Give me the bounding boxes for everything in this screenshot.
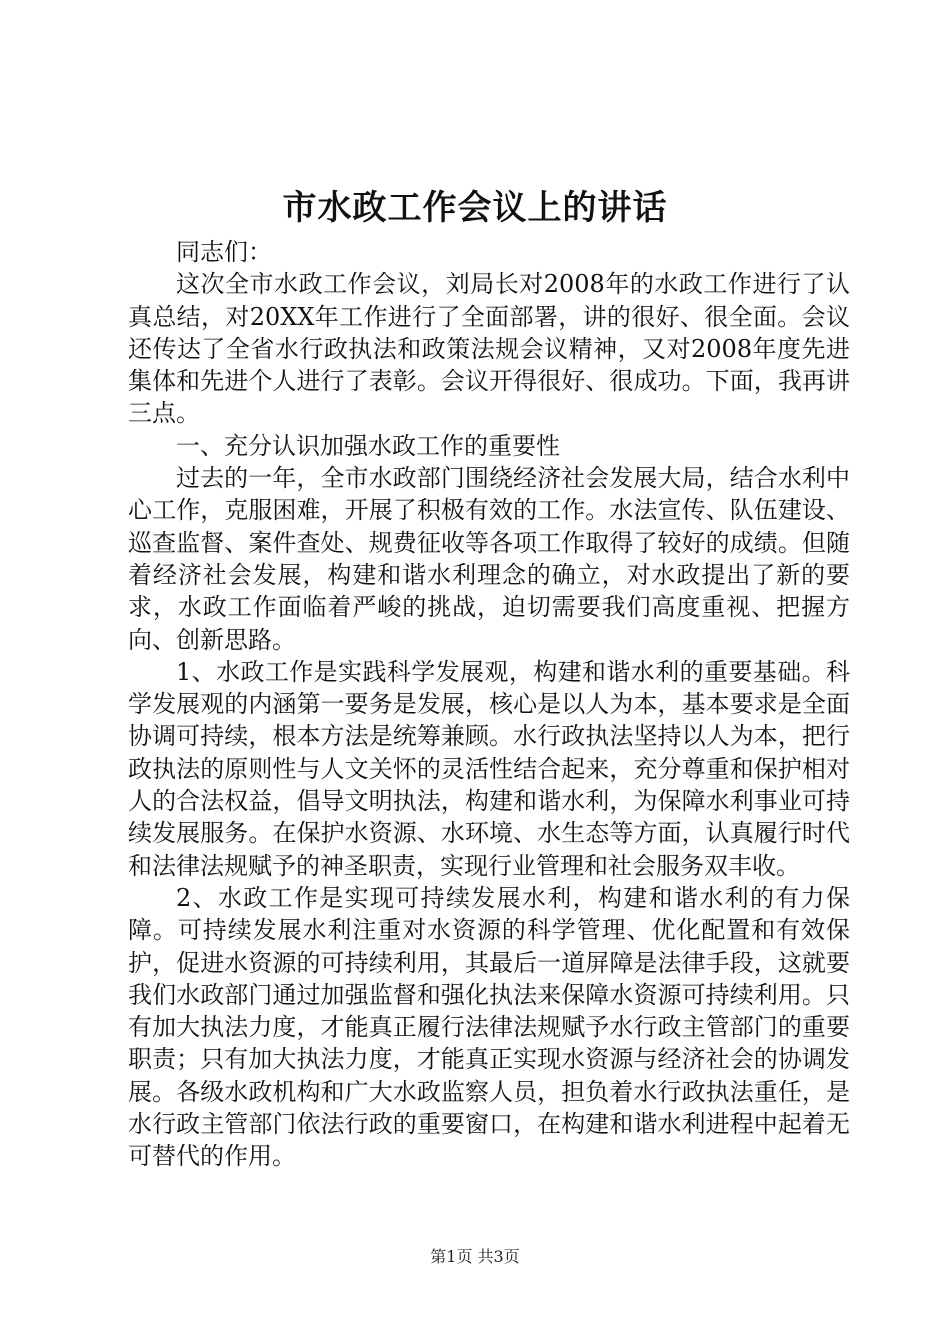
document-body [128, 236, 850, 1173]
body-paragraph: 2、水政工作是实现可持续发展水利，构建和谐水利的有力保障。可持续发展水利注重对水资源的科学管理、优化配置和有效保护，促进水资源的可持续利用，其最后一道屏障是法律手段，这就要我们水政部门通过加强监督和强化执法来保障水资源可持续利用。只有加大执法力度，才能真正履行法律法规赋予水行政主管部门的重要职责；只有加大执法力度，才能真正实现水资源与经济社会的协调发展。各级水政机构和广大水政监察人员，担负着水行政执法重任，是水行政主管部门依法行政的重要窗口，在构建和谐水利进程中起着无可替代的作用。 [128, 883, 850, 1171]
document-title: 市水政工作会议上的讲话 [282, 188, 668, 228]
section-heading: 一、充分认识加强水政工作的重要性 [176, 431, 560, 460]
body-paragraph: 过去的一年，全市水政部门围绕经济社会发展大局，结合水利中心工作，克服困难，开展了积极有效的工作。水法宣传、队伍建设、巡查监督、案件查处、规费征收等各项工作取得了较好的成绩。但随着经济社会发展，构建和谐水利理念的确立，对水政提出了新的要求，水政工作面临着严峻的挑战，迫切需要我们高度重视、把握方向、创新思路。 [128, 464, 850, 654]
page-number-footer: 第1页 共3页 [430, 1247, 520, 1266]
salutation-paragraph: 同志们： [176, 238, 272, 266]
body-paragraph: 1、水政工作是实践科学发展观，构建和谐水利的重要基础。科学发展观的内涵第一要务是发展，核心是以人为本，基本要求是全面协调可持续，根本方法是统筹兼顾。水行政执法坚持以人为本，把行政执法的原则性与人文关怀的灵活性结合起来，充分尊重和保护相对人的合法权益，倡导文明执法，构建和谐水利，为保障水利事业可持续发展服务。在保护水资源、水环境、水生态等方面，认真履行时代和法律法规赋予的神圣职责，实现行业管理和社会服务双丰收。 [128, 657, 850, 880]
body-paragraph: 这次全市水政工作会议，刘局长对2008年的水政工作进行了认真总结，对20XX年工作进行了全面部署，讲的很好、很全面。会议还传达了全省水行政执法和政策法规会议精神，又对2008年度先进集体和先进个人进行了表彰。会议开得很好、很成功。下面，我再讲三点。 [128, 270, 850, 428]
